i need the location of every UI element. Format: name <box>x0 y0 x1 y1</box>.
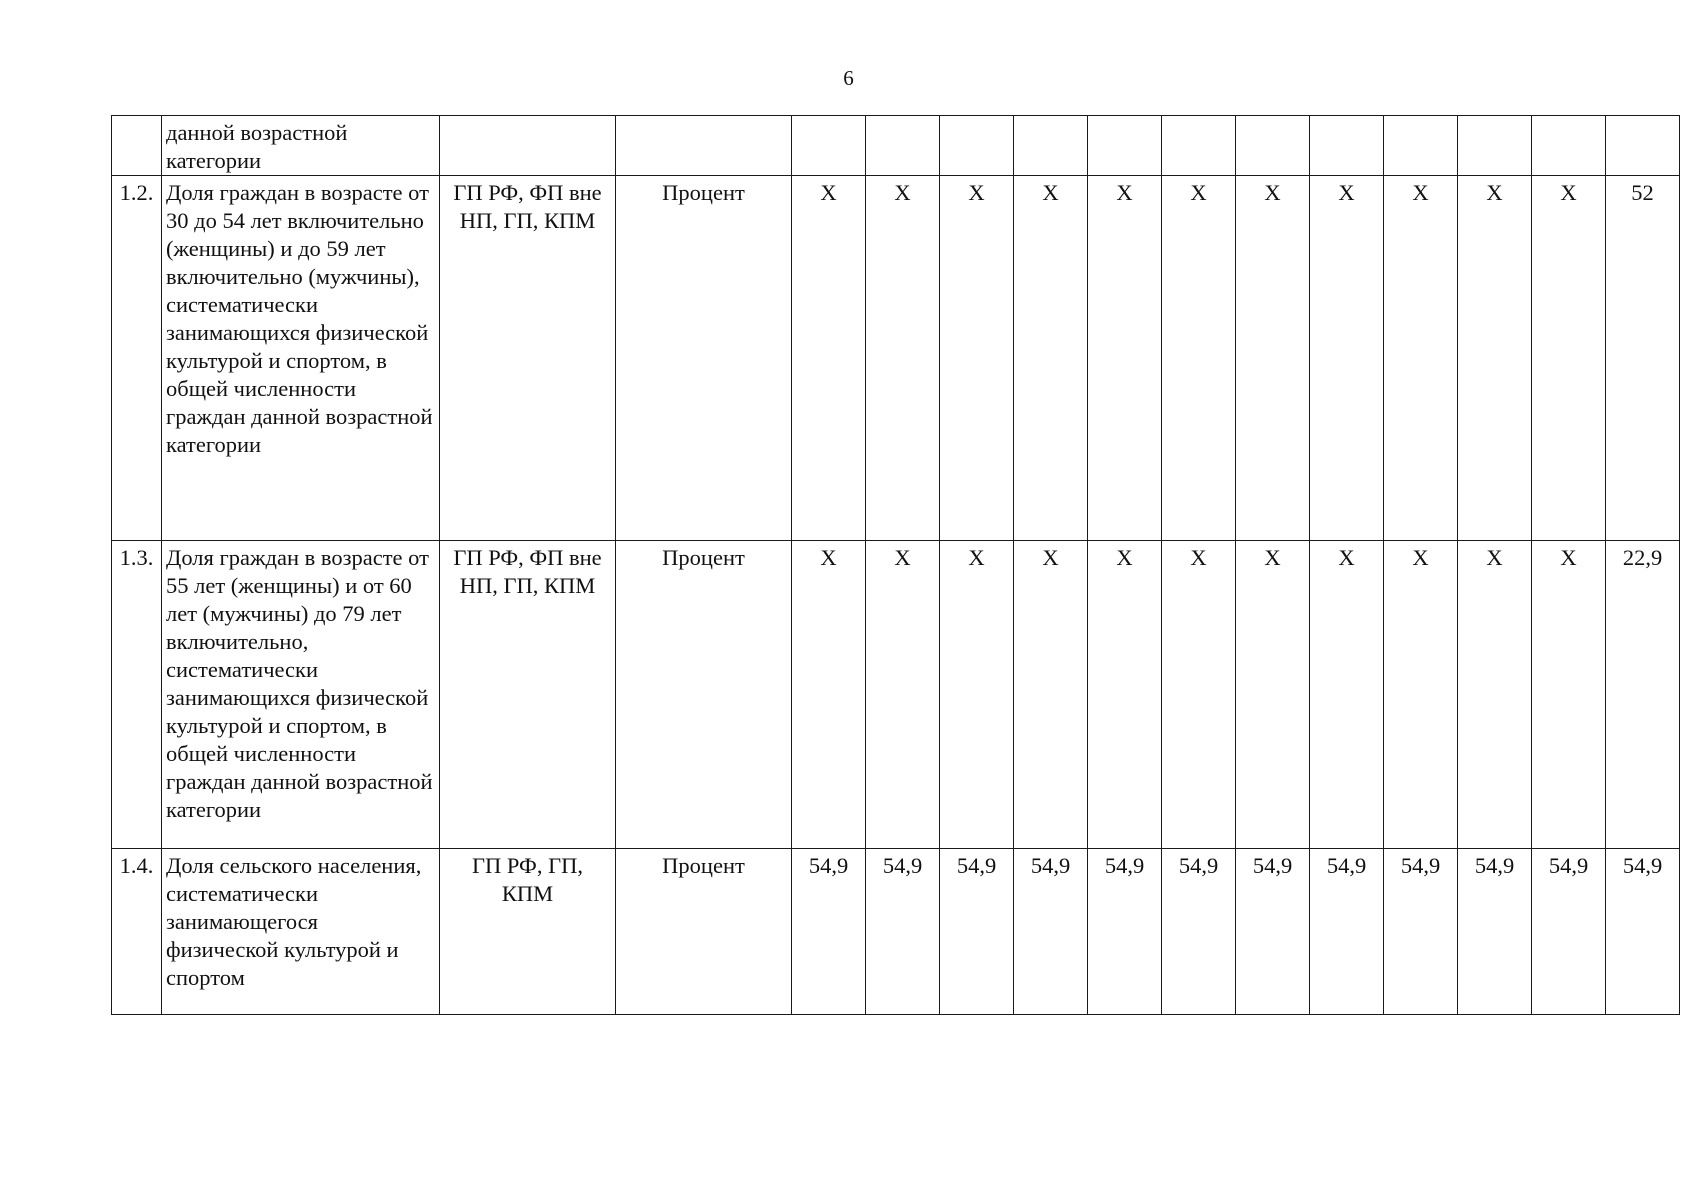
indicator-name: данной возрастной категории <box>162 116 440 176</box>
value-cell: X <box>1162 541 1236 849</box>
row-number: 1.2. <box>112 176 162 541</box>
value-cell <box>866 116 940 176</box>
indicator-source: ГП РФ, ФП вне НП, ГП, КПМ <box>440 176 616 541</box>
value-cell: X <box>866 176 940 541</box>
indicator-name: Доля сельского населения, систематически занимающегося физической культурой и спортом <box>162 849 440 1015</box>
value-cell: X <box>1088 176 1162 541</box>
value-cell <box>1310 116 1384 176</box>
row-number: 1.4. <box>112 849 162 1015</box>
value-cell <box>1606 116 1680 176</box>
value-cell: 54,9 <box>1310 849 1384 1015</box>
value-cell: X <box>1236 176 1310 541</box>
value-cell <box>1532 116 1606 176</box>
value-cell: 52 <box>1606 176 1680 541</box>
value-cell: 54,9 <box>940 849 1014 1015</box>
value-cell: 54,9 <box>1532 849 1606 1015</box>
value-cell: X <box>1014 541 1088 849</box>
value-cell: 54,9 <box>792 849 866 1015</box>
value-cell: 54,9 <box>866 849 940 1015</box>
indicator-name: Доля граждан в возрасте от 30 до 54 лет включительно (женщины) и до 59 лет включительно (мужчины), систематически занимающихся физической культурой и спортом, в общей численности граждан данной возрастной категории <box>162 176 440 541</box>
table-row <box>112 849 1680 1015</box>
value-cell <box>1088 116 1162 176</box>
value-cell: 54,9 <box>1014 849 1088 1015</box>
value-cell <box>792 116 866 176</box>
value-cell: X <box>1384 541 1458 849</box>
row-number: 1.3. <box>112 541 162 849</box>
value-cell <box>1162 116 1236 176</box>
table-row <box>112 541 1680 849</box>
page-number: 6 <box>843 66 854 90</box>
value-cell: X <box>940 176 1014 541</box>
indicators-table <box>111 115 1680 1015</box>
value-cell <box>940 116 1014 176</box>
value-cell: 54,9 <box>1162 849 1236 1015</box>
indicator-unit: Процент <box>616 176 792 541</box>
indicator-name: Доля граждан в возрасте от 55 лет (женщины) и от 60 лет (мужчины) до 79 лет включительно, систематически занимающихся физической культурой и спортом, в общей численности граждан данной возрастной категории <box>162 541 440 849</box>
table-row <box>112 176 1680 541</box>
value-cell: 22,9 <box>1606 541 1680 849</box>
value-cell: X <box>1532 541 1606 849</box>
value-cell <box>1014 116 1088 176</box>
value-cell: 54,9 <box>1606 849 1680 1015</box>
value-cell: X <box>940 541 1014 849</box>
value-cell: X <box>1458 176 1532 541</box>
value-cell: X <box>1310 541 1384 849</box>
table-row-continuation <box>112 116 1680 176</box>
value-cell: X <box>1384 176 1458 541</box>
value-cell <box>1458 116 1532 176</box>
value-cell: X <box>1236 541 1310 849</box>
indicator-unit <box>616 116 792 176</box>
value-cell: X <box>1310 176 1384 541</box>
indicator-source: ГП РФ, ГП, КПМ <box>440 849 616 1015</box>
indicator-source <box>440 116 616 176</box>
value-cell: 54,9 <box>1088 849 1162 1015</box>
value-cell <box>1384 116 1458 176</box>
value-cell: X <box>1014 176 1088 541</box>
value-cell: X <box>1162 176 1236 541</box>
indicator-unit: Процент <box>616 541 792 849</box>
value-cell: X <box>1532 176 1606 541</box>
indicator-source: ГП РФ, ФП вне НП, ГП, КПМ <box>440 541 616 849</box>
value-cell: 54,9 <box>1384 849 1458 1015</box>
value-cell: X <box>1458 541 1532 849</box>
value-cell <box>1236 116 1310 176</box>
indicator-unit: Процент <box>616 849 792 1015</box>
value-cell: X <box>1088 541 1162 849</box>
value-cell: 54,9 <box>1458 849 1532 1015</box>
value-cell: X <box>866 541 940 849</box>
row-number <box>112 116 162 176</box>
value-cell: X <box>792 541 866 849</box>
value-cell: 54,9 <box>1236 849 1310 1015</box>
value-cell: X <box>792 176 866 541</box>
